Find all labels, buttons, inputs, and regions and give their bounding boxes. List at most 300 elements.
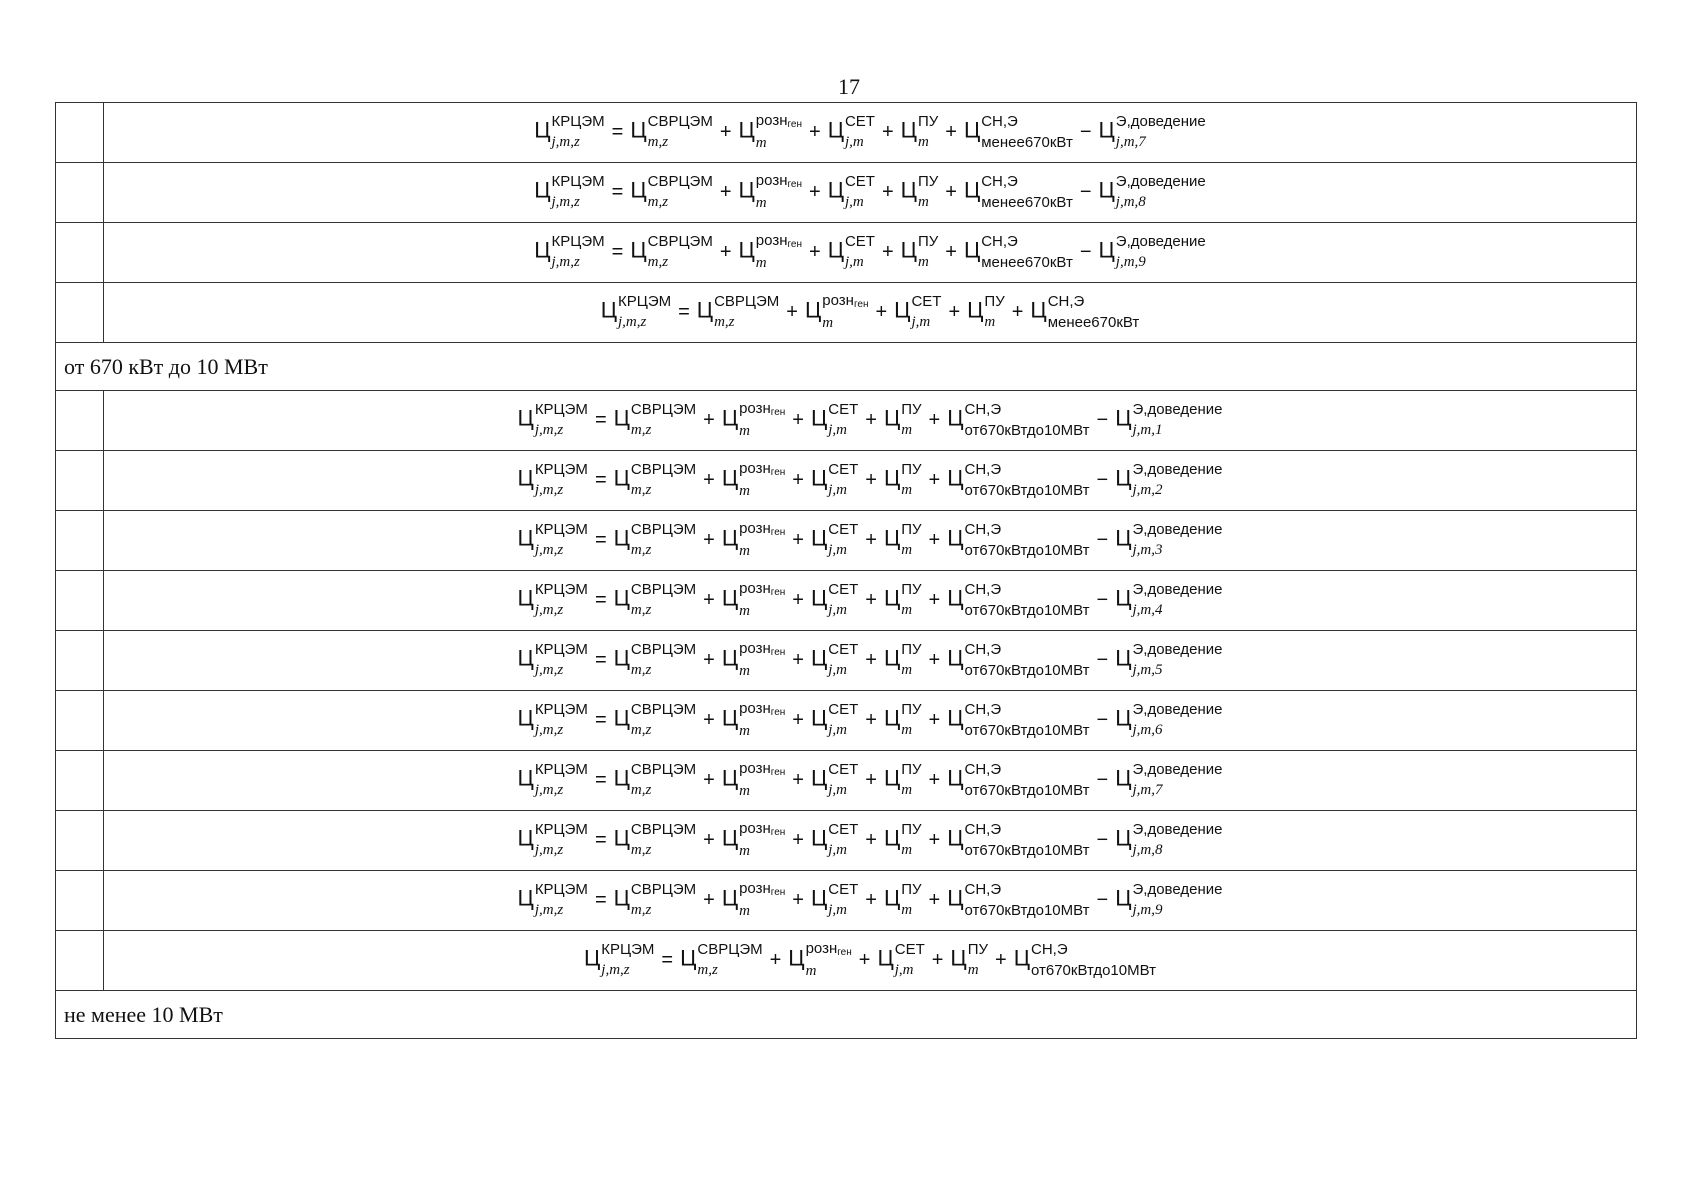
- plus-sign: +: [792, 648, 804, 671]
- term-rozn: [738, 112, 802, 152]
- term-sn: [963, 233, 1073, 272]
- term-rozn-scripts: [755, 172, 802, 212]
- symbol-ts: Ц: [883, 885, 901, 911]
- term-rozn-scripts: [739, 520, 786, 560]
- term-rozn: [721, 460, 786, 500]
- term-krcem-scripts: [617, 293, 672, 331]
- term-krcem-subscript: j,m,z: [551, 254, 580, 271]
- term-krcem: [534, 233, 605, 271]
- term-set: [810, 641, 859, 679]
- term-rozn-scripts: [739, 700, 786, 740]
- equals-sign: =: [594, 768, 607, 791]
- minus-sign: −: [1079, 180, 1092, 203]
- formula-row: [56, 163, 1637, 223]
- term-dovedenie: [1115, 641, 1223, 679]
- term-sn-superscript: СН,Э: [964, 881, 1002, 899]
- term-rozn-subscript: m: [755, 135, 767, 152]
- plus-sign: +: [769, 948, 782, 971]
- term-krcem-subscript: j,m,z: [534, 482, 564, 499]
- term-sn-subscript: от670кВтдо10МВт: [964, 422, 1090, 440]
- term-rozn-scripts: [739, 880, 786, 920]
- symbol-ts: Ц: [738, 177, 755, 203]
- plus-sign: +: [865, 888, 877, 911]
- symbol-ts: Ц: [534, 177, 551, 203]
- term-sn-scripts: [1047, 293, 1140, 332]
- symbol-ts: Ц: [810, 405, 828, 431]
- term-svrcem: [613, 821, 697, 859]
- symbol-ts: Ц: [721, 525, 739, 551]
- term-svrcem-subscript: m,z: [630, 902, 652, 919]
- term-set-scripts: [844, 173, 875, 211]
- symbol-ts: Ц: [900, 237, 917, 263]
- term-svrcem-subscript: m,z: [630, 482, 652, 499]
- term-rozn: [738, 232, 802, 272]
- term-sn-subscript: от670кВтдо10МВт: [964, 542, 1090, 560]
- term-svrcem: [613, 701, 697, 739]
- symbol-ts: Ц: [894, 297, 911, 323]
- term-set-superscript: СЕТ: [828, 581, 859, 599]
- term-svrcem-scripts: [647, 173, 713, 211]
- term-dovedenie-superscript: Э,доведение: [1132, 401, 1223, 419]
- term-set-scripts: [828, 521, 859, 559]
- minus-sign: −: [1096, 648, 1109, 671]
- term-set: [827, 173, 875, 211]
- empty-cell: [56, 691, 104, 751]
- term-svrcem-superscript: СВРЦЭМ: [630, 821, 697, 839]
- symbol-ts: Ц: [947, 525, 964, 551]
- term-svrcem-subscript: m,z: [630, 782, 652, 799]
- term-pu: [900, 113, 939, 151]
- symbol-ts: Ц: [584, 945, 601, 971]
- term-sn-superscript: СН,Э: [964, 401, 1002, 419]
- term-pu-scripts: [901, 881, 922, 919]
- term-svrcem-superscript: СВРЦЭМ: [630, 401, 697, 419]
- symbol-ts: Ц: [517, 765, 534, 791]
- term-sn: [947, 521, 1090, 560]
- symbol-ts: Ц: [1115, 885, 1132, 911]
- empty-cell: [56, 871, 104, 931]
- term-rozn-superscript-main: розн: [739, 880, 771, 898]
- term-dovedenie-scripts: [1132, 461, 1223, 499]
- term-set: [894, 293, 942, 331]
- term-pu: [900, 233, 939, 271]
- symbol-ts: Ц: [947, 465, 964, 491]
- term-rozn-superscript: [739, 761, 785, 778]
- term-krcem-superscript: КРЦЭМ: [534, 821, 588, 839]
- plus-sign: +: [792, 768, 804, 791]
- term-set-scripts: [844, 113, 875, 151]
- formula-cell: [104, 871, 1637, 931]
- term-set-subscript: j,m: [828, 422, 848, 439]
- symbol-ts: Ц: [947, 405, 964, 431]
- term-svrcem: [630, 233, 713, 271]
- term-set: [827, 233, 875, 271]
- term-svrcem-subscript: m,z: [630, 422, 652, 439]
- term-svrcem-subscript: m,z: [647, 194, 669, 211]
- term-rozn: [721, 820, 786, 860]
- symbol-ts: Ц: [810, 525, 828, 551]
- term-pu-scripts: [967, 941, 989, 979]
- term-pu-scripts: [917, 233, 939, 271]
- symbol-ts: Ц: [721, 645, 739, 671]
- term-svrcem: [696, 293, 780, 331]
- term-dovedenie-scripts: [1132, 401, 1223, 439]
- term-krcem-scripts: [601, 941, 655, 979]
- term-dovedenie: [1115, 761, 1223, 799]
- formula-row: [56, 751, 1637, 811]
- empty-cell: [56, 931, 104, 991]
- empty-cell: [56, 223, 104, 283]
- formula-row: [56, 871, 1637, 931]
- term-sn-superscript: СН,Э: [964, 821, 1002, 839]
- term-rozn-subscript: m: [805, 963, 817, 980]
- term-dovedenie: [1115, 521, 1223, 559]
- term-dovedenie-scripts: [1132, 641, 1223, 679]
- plus-sign: +: [928, 588, 941, 611]
- term-pu-superscript: ПУ: [984, 293, 1005, 311]
- term-sn-superscript: СН,Э: [964, 461, 1002, 479]
- term-rozn-superscript-subscript: ген: [770, 527, 786, 539]
- term-rozn-superscript-main: розн: [755, 172, 788, 190]
- plus-sign: +: [865, 708, 877, 731]
- term-krcem-subscript: j,m,z: [534, 602, 564, 619]
- symbol-ts: Ц: [810, 705, 828, 731]
- symbol-ts: Ц: [1098, 177, 1115, 203]
- term-rozn-superscript: [739, 821, 785, 838]
- term-pu-scripts: [901, 401, 922, 439]
- plus-sign: +: [792, 408, 804, 431]
- term-rozn-superscript: [822, 293, 868, 310]
- plus-sign: +: [928, 648, 941, 671]
- equals-sign: =: [594, 708, 607, 731]
- term-pu-superscript: ПУ: [901, 761, 922, 779]
- term-rozn-subscript: m: [739, 843, 750, 860]
- term-svrcem: [613, 461, 697, 499]
- plus-sign: +: [719, 240, 732, 263]
- term-svrcem-subscript: m,z: [630, 602, 652, 619]
- term-svrcem-subscript: m,z: [630, 842, 652, 859]
- minus-sign: −: [1096, 588, 1109, 611]
- term-rozn: [721, 760, 786, 800]
- plus-sign: +: [865, 828, 877, 851]
- term-krcem-subscript: j,m,z: [551, 194, 580, 211]
- term-krcem-superscript: КРЦЭМ: [534, 461, 588, 479]
- term-rozn-subscript: m: [755, 195, 767, 212]
- term-krcem-superscript: КРЦЭМ: [534, 881, 588, 899]
- heading-row: [56, 343, 1637, 391]
- minus-sign: −: [1079, 120, 1092, 143]
- term-pu-subscript: m: [901, 662, 913, 679]
- term-dovedenie-superscript: Э,доведение: [1132, 881, 1223, 899]
- symbol-ts: Ц: [1115, 585, 1132, 611]
- term-rozn-superscript-main: розн: [755, 112, 788, 130]
- term-dovedenie: [1115, 461, 1223, 499]
- formula-cell: [104, 751, 1637, 811]
- term-svrcem-subscript: m,z: [714, 314, 735, 331]
- symbol-ts: Ц: [883, 465, 901, 491]
- term-dovedenie: [1098, 233, 1206, 271]
- term-dovedenie-subscript: j,m,1: [1132, 422, 1163, 439]
- symbol-ts: Ц: [883, 585, 901, 611]
- symbol-ts: Ц: [788, 945, 805, 971]
- term-set-scripts: [828, 641, 859, 679]
- symbol-ts: Ц: [517, 525, 534, 551]
- term-sn-subscript: менее670кВт: [981, 134, 1073, 152]
- term-krcem-superscript: КРЦЭМ: [617, 293, 672, 311]
- symbol-ts: Ц: [721, 405, 739, 431]
- term-pu-scripts: [901, 521, 922, 559]
- symbol-ts: Ц: [630, 117, 647, 143]
- term-svrcem: [630, 173, 713, 211]
- plus-sign: +: [719, 120, 732, 143]
- term-set: [810, 401, 859, 439]
- plus-sign: +: [865, 648, 877, 671]
- term-sn: [947, 881, 1090, 920]
- term-rozn-subscript: m: [739, 783, 750, 800]
- symbol-ts: Ц: [721, 465, 739, 491]
- term-svrcem-scripts: [697, 941, 763, 979]
- plus-sign: +: [1011, 300, 1024, 323]
- symbol-ts: Ц: [947, 885, 964, 911]
- term-rozn-superscript-subscript: ген: [787, 119, 802, 131]
- symbol-ts: Ц: [804, 297, 822, 323]
- formula-cell: [104, 631, 1637, 691]
- term-rozn-superscript: [756, 173, 802, 190]
- symbol-ts: Ц: [517, 405, 534, 431]
- term-krcem-superscript: КРЦЭМ: [534, 641, 588, 659]
- term-sn-superscript: СН,Э: [1047, 293, 1085, 311]
- term-sn-subscript: от670кВтдо10МВт: [964, 662, 1090, 680]
- formula-cell: [104, 571, 1637, 631]
- plus-sign: +: [703, 408, 715, 431]
- term-set: [810, 461, 859, 499]
- term-sn: [947, 641, 1090, 680]
- term-dovedenie-scripts: [1132, 581, 1223, 619]
- symbol-ts: Ц: [947, 765, 964, 791]
- term-krcem: [534, 173, 605, 211]
- term-set-subscript: j,m: [911, 314, 931, 331]
- plus-sign: +: [875, 300, 888, 323]
- term-set: [810, 521, 859, 559]
- term-dovedenie-superscript: Э,доведение: [1132, 521, 1223, 539]
- plus-sign: +: [928, 828, 941, 851]
- term-svrcem-scripts: [630, 641, 697, 679]
- symbol-ts: Ц: [600, 297, 617, 323]
- term-rozn-superscript-main: розн: [739, 460, 771, 478]
- term-sn: [947, 401, 1090, 440]
- term-set-superscript: СЕТ: [828, 461, 859, 479]
- term-pu: [883, 881, 922, 919]
- plus-sign: +: [703, 708, 715, 731]
- empty-cell: [56, 811, 104, 871]
- term-set-superscript: СЕТ: [844, 173, 875, 191]
- term-krcem-scripts: [551, 173, 605, 211]
- plus-sign: +: [809, 120, 821, 143]
- symbol-ts: Ц: [721, 585, 739, 611]
- term-rozn-superscript-subscript: ген: [770, 407, 786, 419]
- formula-cell: [104, 223, 1637, 283]
- plus-sign: +: [928, 708, 941, 731]
- term-svrcem-subscript: m,z: [630, 722, 652, 739]
- term-svrcem: [613, 521, 697, 559]
- term-pu-subscript: m: [917, 254, 929, 271]
- formula-row: [56, 223, 1637, 283]
- term-set-scripts: [828, 461, 859, 499]
- term-rozn-scripts: [739, 400, 786, 440]
- range-heading: от 670 кВт до 10 МВт: [56, 343, 1637, 391]
- plus-sign: +: [945, 180, 957, 203]
- term-sn-scripts: [1030, 941, 1156, 980]
- term-pu-superscript: ПУ: [917, 233, 939, 251]
- term-rozn-superscript: [806, 941, 852, 958]
- formula-cell: [104, 451, 1637, 511]
- term-sn-scripts: [964, 761, 1090, 800]
- term-rozn-subscript: m: [739, 603, 750, 620]
- term-rozn: [721, 640, 786, 680]
- term-sn-superscript: СН,Э: [964, 701, 1002, 719]
- term-pu: [883, 821, 922, 859]
- term-pu-scripts: [901, 701, 922, 739]
- empty-cell: [56, 163, 104, 223]
- term-svrcem-superscript: СВРЦЭМ: [630, 761, 697, 779]
- term-sn-subscript: менее670кВт: [981, 254, 1073, 272]
- empty-cell: [56, 511, 104, 571]
- term-sn-superscript: СН,Э: [981, 173, 1018, 191]
- term-krcem-scripts: [551, 113, 605, 151]
- term-dovedenie: [1115, 581, 1223, 619]
- term-rozn-superscript: [739, 581, 785, 598]
- formula-row: [56, 571, 1637, 631]
- symbol-ts: Ц: [883, 405, 901, 431]
- term-krcem-subscript: j,m,z: [617, 314, 647, 331]
- symbol-ts: Ц: [883, 825, 901, 851]
- symbol-ts: Ц: [1030, 297, 1047, 323]
- term-rozn-superscript: [756, 113, 802, 130]
- term-pu-subscript: m: [901, 422, 913, 439]
- term-dovedenie-scripts: [1132, 881, 1223, 919]
- symbol-ts: Ц: [721, 765, 739, 791]
- term-set-superscript: СЕТ: [828, 641, 859, 659]
- formula-row: [56, 103, 1637, 163]
- minus-sign: −: [1079, 240, 1092, 263]
- term-rozn-superscript: [739, 641, 785, 658]
- term-sn-scripts: [964, 701, 1090, 740]
- term-svrcem-scripts: [630, 461, 697, 499]
- formula-row: [56, 931, 1637, 991]
- symbol-ts: Ц: [947, 705, 964, 731]
- term-sn-superscript: СН,Э: [964, 521, 1002, 539]
- formula-table: [55, 102, 1637, 1039]
- term-pu-subscript: m: [901, 902, 913, 919]
- term-rozn-superscript-subscript: ген: [770, 887, 786, 899]
- term-sn-subscript: от670кВтдо10МВт: [1030, 962, 1156, 980]
- term-set-scripts: [828, 581, 859, 619]
- term-krcem-scripts: [534, 401, 588, 439]
- term-set: [810, 821, 859, 859]
- term-svrcem-superscript: СВРЦЭМ: [647, 113, 713, 131]
- term-dovedenie-superscript: Э,доведение: [1132, 701, 1223, 719]
- term-krcem: [584, 941, 655, 979]
- term-rozn-superscript-main: розн: [739, 760, 771, 778]
- term-pu-subscript: m: [901, 482, 913, 499]
- term-dovedenie-subscript: j,m,7: [1132, 782, 1163, 799]
- plus-sign: +: [792, 708, 804, 731]
- term-rozn: [738, 172, 802, 212]
- term-krcem-subscript: j,m,z: [551, 134, 580, 151]
- symbol-ts: Ц: [1115, 765, 1132, 791]
- equals-sign: =: [611, 240, 624, 263]
- term-dovedenie-superscript: Э,доведение: [1132, 641, 1223, 659]
- plus-sign: +: [945, 240, 957, 263]
- term-sn-superscript: СН,Э: [1030, 941, 1068, 959]
- term-set-superscript: СЕТ: [828, 761, 859, 779]
- term-svrcem-scripts: [630, 581, 697, 619]
- term-rozn-superscript-main: розн: [739, 820, 771, 838]
- plus-sign: +: [928, 408, 941, 431]
- term-svrcem-scripts: [630, 401, 697, 439]
- plus-sign: +: [928, 528, 941, 551]
- range-heading: не менее 10 МВт: [56, 991, 1637, 1039]
- term-pu: [950, 941, 989, 979]
- term-krcem-subscript: j,m,z: [534, 422, 564, 439]
- term-krcem-subscript: j,m,z: [534, 662, 564, 679]
- term-sn-subscript: от670кВтдо10МВт: [964, 782, 1090, 800]
- term-pu-superscript: ПУ: [901, 521, 922, 539]
- term-pu-subscript: m: [901, 602, 913, 619]
- term-set-subscript: j,m: [828, 782, 848, 799]
- term-svrcem-scripts: [630, 701, 697, 739]
- symbol-ts: Ц: [883, 645, 901, 671]
- plus-sign: +: [809, 240, 821, 263]
- term-sn-scripts: [981, 113, 1073, 152]
- term-rozn-superscript-main: розн: [755, 232, 788, 250]
- term-dovedenie-superscript: Э,доведение: [1115, 173, 1206, 191]
- term-rozn-subscript: m: [822, 315, 834, 332]
- empty-cell: [56, 283, 104, 343]
- equals-sign: =: [594, 888, 607, 911]
- term-sn-subscript: менее670кВт: [1047, 314, 1140, 332]
- symbol-ts: Ц: [883, 705, 901, 731]
- symbol-ts: Ц: [947, 645, 964, 671]
- term-svrcem-subscript: m,z: [630, 542, 652, 559]
- term-pu: [883, 581, 922, 619]
- term-pu-scripts: [917, 173, 939, 211]
- term-rozn-superscript-subscript: ген: [853, 299, 869, 311]
- plus-sign: +: [928, 468, 941, 491]
- term-sn-subscript: от670кВтдо10МВт: [964, 842, 1090, 860]
- term-sn-subscript: от670кВтдо10МВт: [964, 602, 1090, 620]
- term-svrcem: [680, 941, 763, 979]
- term-krcem-subscript: j,m,z: [534, 722, 564, 739]
- term-pu-superscript: ПУ: [917, 113, 939, 131]
- formula-cell: [104, 103, 1637, 163]
- plus-sign: +: [719, 180, 732, 203]
- symbol-ts: Ц: [613, 645, 630, 671]
- symbol-ts: Ц: [738, 237, 755, 263]
- term-dovedenie-subscript: j,m,9: [1115, 254, 1146, 271]
- term-sn: [1013, 941, 1156, 980]
- term-rozn-subscript: m: [739, 543, 750, 560]
- symbol-ts: Ц: [1115, 705, 1132, 731]
- term-dovedenie-subscript: j,m,7: [1115, 134, 1146, 151]
- equals-sign: =: [594, 648, 607, 671]
- term-set-superscript: СЕТ: [828, 881, 859, 899]
- term-set-superscript: СЕТ: [844, 233, 875, 251]
- plus-sign: +: [881, 180, 894, 203]
- term-krcem: [517, 821, 588, 859]
- symbol-ts: Ц: [827, 117, 844, 143]
- term-rozn-scripts: [739, 640, 786, 680]
